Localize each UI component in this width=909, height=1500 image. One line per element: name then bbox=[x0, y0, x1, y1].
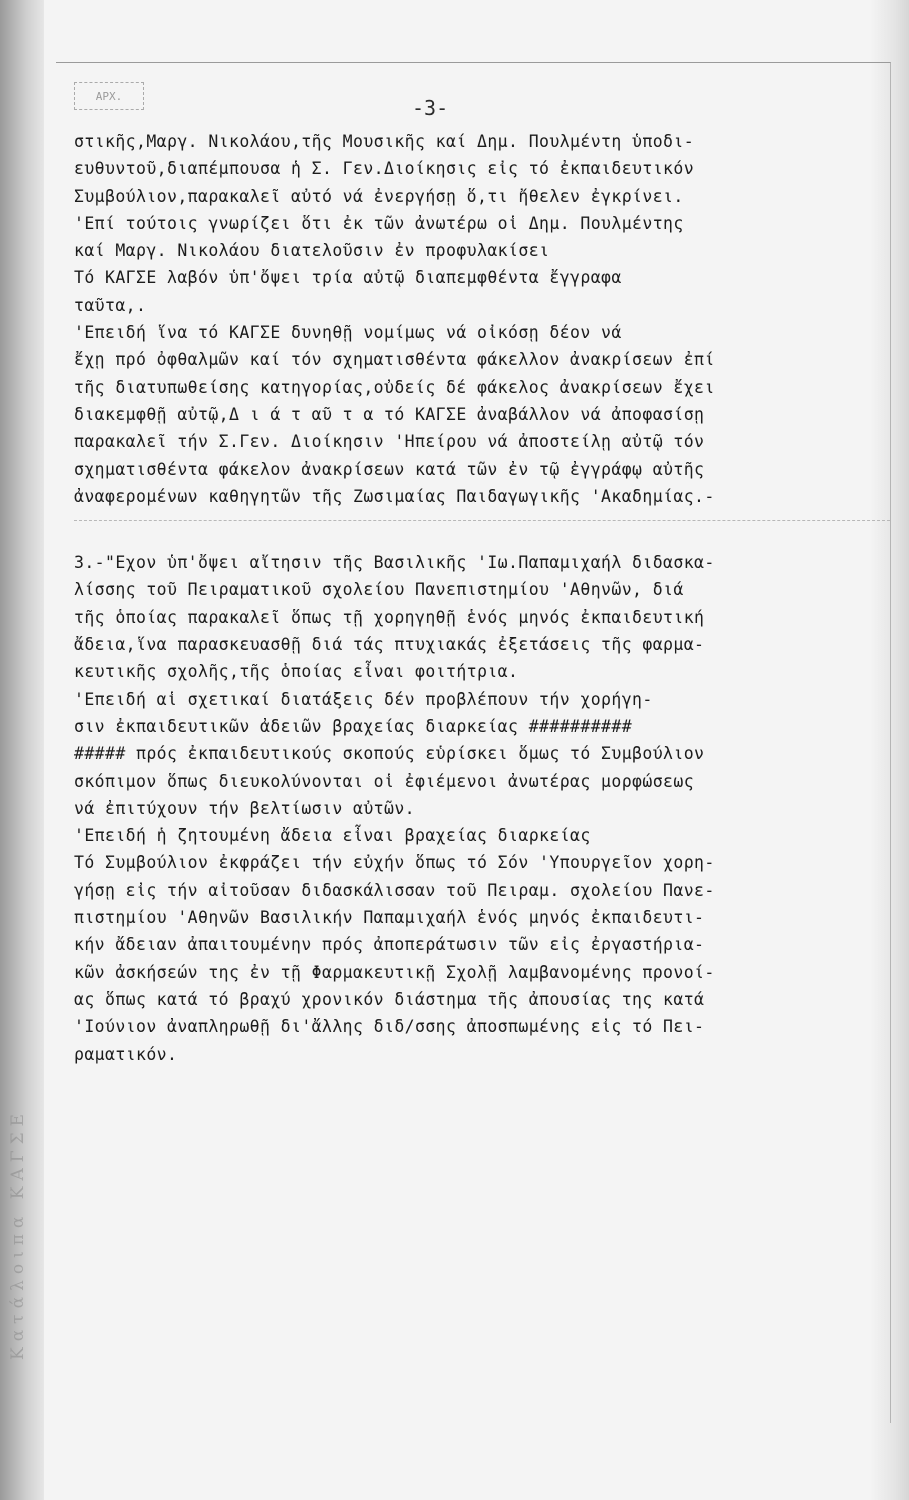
binding-edge bbox=[0, 0, 44, 1500]
page-number: -3- bbox=[412, 96, 449, 120]
text-line: σιν ἐκπαιδευτικῶν ἀδειῶν βραχείας διαρκείας ########## bbox=[74, 716, 633, 736]
text-line: κήν ἄδειαν ἀπαιτουμένην πρός ἀποπεράτωσιν τῶν εἰς ἐργαστήρια- bbox=[74, 935, 705, 955]
text-line: καί Μαργ. Νικολάου διατελοῦσιν ἐν προφυλακίσει bbox=[74, 241, 550, 261]
text-line: τῆς ὁποίας παρακαλεῖ ὅπως τῇ χορηγηθῇ ἑνός μηνός ἐκπαιδευτική bbox=[74, 607, 705, 627]
text-line: λίσσης τοῦ Πειραματικοῦ σχολείου Πανεπιστημίου 'Αθηνῶν, διά bbox=[74, 580, 684, 600]
text-line: κευτικῆς σχολῆς,τῆς ὁποίας εἶναι φοιτήτρια. bbox=[74, 662, 519, 682]
text-line: ἄδεια,ἵνα παρασκευασθῇ διά τάς πτυχιακάς ἐξετάσεις τῆς φαρμα- bbox=[74, 635, 705, 655]
text-line: διακεμφθῇ αὐτῷ,Δ ι ά τ αῦ τ α τό ΚΑΓΣΕ ἀναβάλλον νά ἀποφασίσῃ bbox=[74, 404, 705, 424]
text-line: σκόπιμον ὅπως διευκολύνονται οἱ ἐφιέμενοι ἀνωτέρας μορφώσεως bbox=[74, 771, 695, 791]
text-line: τῆς διατυπωθείσης κατηγορίας,οὐδείς δέ φάκελος ἀνακρίσεων ἔχει bbox=[74, 377, 715, 397]
text-line: πιστημίου 'Αθηνῶν Βασιλικήν Παπαμιχαήλ ἑνός μηνός ἐκπαιδευτι- bbox=[74, 908, 705, 928]
text-line: στικῆς,Μαργ. Νικολάου,τῆς Μουσικῆς καί Δημ. Πουλμέντη ὑποδι- bbox=[74, 132, 695, 151]
text-line: 'Επειδή αἱ σχετικαί διατάξεις δέν προβλέπουν τήν χορήγη- bbox=[74, 689, 653, 709]
text-line: 'Ιούνιον ἀναπληρωθῇ δι'ἄλλης διδ/σσης ἀποσπωμένης εἰς τό Πει- bbox=[74, 1017, 705, 1037]
text-line: ταῦτα,. bbox=[74, 295, 147, 315]
text-line: ἔχῃ πρό ὀφθαλμῶν καί τόν σχηματισθέντα φάκελλον ἀνακρίσεων ἐπί bbox=[74, 350, 715, 370]
text-line: ἀναφερομένων καθηγητῶν τῆς Ζωσιμαίας Παιδαγωγικῆς 'Ακαδημίας.- bbox=[74, 486, 715, 506]
document-body bbox=[74, 128, 890, 1068]
edge-marks: Κατάλοιπα ΚΑΓΣΕ bbox=[8, 1108, 28, 1360]
text-line: 'Επί τούτοις γνωρίζει ὅτι ἐκ τῶν ἀνωτέρω οἱ Δημ. Πουλμέντης bbox=[74, 213, 684, 233]
text-line: 3.-"Εχον ὑπ'ὄψει αἴτησιν τῆς Βασιλικῆς 'Ιω.Παπαμιχαήλ διδασκα- bbox=[74, 553, 715, 573]
text-line: 'Επειδή ἵνα τό ΚΑΓΣΕ δυνηθῇ νομίμως νά οἰκόσῃ δέον νά bbox=[74, 323, 622, 343]
text-line: κῶν ἀσκήσεών της ἐν τῇ Φαρμακευτικῇ Σχολῇ λαμβανομένης προνοί- bbox=[74, 962, 715, 982]
text-line: Τό ΚΑΓΣΕ λαβόν ὑπ'ὄψει τρία αὐτῷ διαπεμφθέντα ἔγγραφα bbox=[74, 268, 622, 288]
text-line: Τό Συμβούλιον ἐκφράζει τήν εὐχήν ὅπως τό Σόν 'Υπουργεῖον χορη- bbox=[74, 853, 715, 873]
text-line: σχηματισθέντα φάκελον ἀνακρίσεων κατά τῶν ἐν τῷ ἐγγράφῳ αὐτῆς bbox=[74, 459, 705, 479]
archive-stamp: ΑΡΧ. bbox=[74, 82, 144, 110]
text-line: γήσῃ εἰς τήν αἰτοῦσαν διδασκάλισσαν τοῦ Πειραμ. σχολείου Πανε- bbox=[74, 880, 715, 900]
text-line: ##### πρός ἐκπαιδευτικούς σκοπούς εὑρίσκει ὅμως τό Συμβούλιον bbox=[74, 744, 705, 764]
text-line: ας ὅπως κατά τό βραχύ χρονικόν διάστημα τῆς ἀπουσίας της κατά bbox=[74, 989, 705, 1009]
text-line: ευθυντοῦ,διαπέμπουσα ἡ Σ. Γεν.Διοίκησις εἰς τό ἐκπαιδευτικόν bbox=[74, 159, 695, 179]
paragraph-block-2 bbox=[74, 549, 890, 1068]
text-line: Συμβούλιον,παρακαλεῖ αὐτό νά ἐνεργήσῃ ὅ,τι ἤθελεν ἐγκρίνει. bbox=[74, 186, 684, 206]
section-divider bbox=[74, 520, 890, 549]
text-line: νά ἐπιτύχουν τήν βελτίωσιν αὐτῶν. bbox=[74, 798, 416, 818]
text-line: 'Επειδή ἡ ζητουμένη ἄδεια εἶναι βραχείας διαρκείας bbox=[74, 826, 591, 846]
text-line: ραματικόν. bbox=[74, 1044, 178, 1064]
paragraph-block-1 bbox=[74, 128, 890, 510]
text-line: παρακαλεῖ τήν Σ.Γεν. Διοίκησιν 'Ηπείρου νά ἀποστείλῃ αὐτῷ τόν bbox=[74, 432, 705, 452]
